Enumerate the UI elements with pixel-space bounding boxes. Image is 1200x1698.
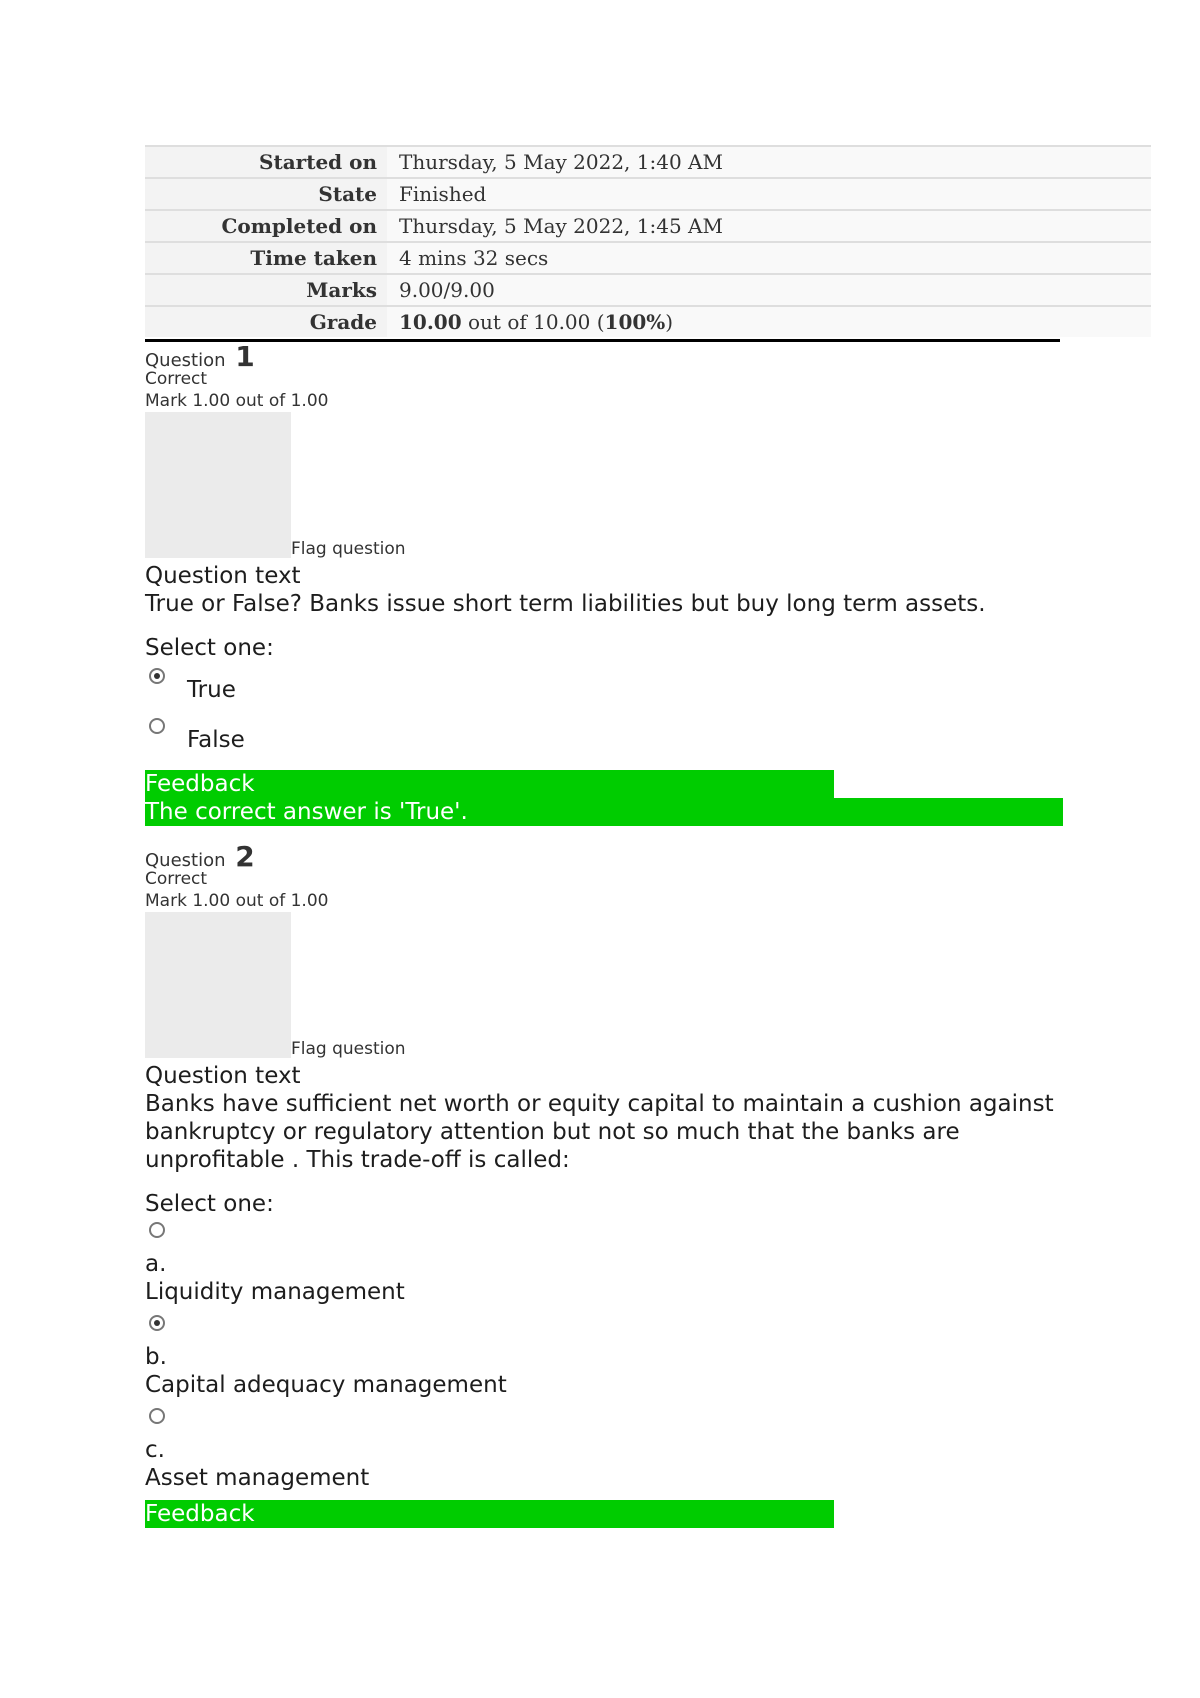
summary-row-completed <box>145 209 1151 241</box>
summary-value: Finished <box>387 179 1151 209</box>
option-label: Liquidity management <box>145 1279 405 1305</box>
option-label: True <box>187 677 236 703</box>
radio-unchecked-icon[interactable] <box>149 1222 165 1238</box>
question-text-heading: Question text <box>145 1063 301 1089</box>
answer-option-a[interactable] <box>145 1218 1085 1311</box>
summary-row-state <box>145 177 1151 209</box>
option-label: Capital adequacy management <box>145 1372 507 1398</box>
flag-question-link[interactable]: Flag question <box>291 539 406 559</box>
select-one-label: Select one: <box>145 635 274 661</box>
option-letter: b. <box>145 1344 167 1370</box>
radio-unchecked-icon[interactable] <box>149 718 165 734</box>
attempt-summary-table <box>145 145 1151 337</box>
summary-value: 9.00/9.00 <box>387 275 1151 305</box>
summary-row-started <box>145 145 1151 177</box>
radio-checked-icon[interactable] <box>149 1315 165 1331</box>
answer-option-b[interactable] <box>145 1311 1085 1404</box>
summary-row-grade <box>145 305 1151 337</box>
question-header <box>145 840 1085 873</box>
summary-label: Completed on <box>221 214 377 238</box>
summary-value: 4 mins 32 secs <box>387 243 1151 273</box>
question-text: True or False? Banks issue short term liabilities but buy long term assets. <box>145 591 986 617</box>
radio-unchecked-icon[interactable] <box>149 1408 165 1424</box>
answer-option-false[interactable] <box>145 712 1085 762</box>
grade-value <box>387 307 1151 337</box>
question-text: Banks have sufficient net worth or equity capital to maintain a cushion against bankruptcy or regulatory attention but not so much that the banks are unprofitable . This trade-off is called: <box>145 1091 1054 1173</box>
flag-row <box>145 912 1085 1058</box>
question-1 <box>145 342 1085 826</box>
grade-end: ) <box>665 310 674 334</box>
question-text-heading: Question text <box>145 563 301 589</box>
grade-score: 10.00 <box>399 310 462 334</box>
question-header <box>145 340 1085 373</box>
summary-value: Thursday, 5 May 2022, 1:45 AM <box>387 211 1151 241</box>
summary-row-marks <box>145 273 1151 305</box>
question-word: Question <box>145 350 226 371</box>
flag-row <box>145 412 1085 558</box>
summary-value: Thursday, 5 May 2022, 1:40 AM <box>387 147 1151 177</box>
question-word: Question <box>145 850 226 871</box>
summary-label: Marks <box>306 278 377 302</box>
question-2 <box>145 842 1085 1528</box>
answer-option-true[interactable] <box>145 662 1085 712</box>
summary-label: Time taken <box>250 246 377 270</box>
question-number: 2 <box>235 840 255 873</box>
summary-label: State <box>318 182 377 206</box>
option-letter: c. <box>145 1437 165 1463</box>
answer-option-c[interactable] <box>145 1404 1085 1497</box>
option-label: False <box>187 727 245 753</box>
select-one-label: Select one: <box>145 1191 274 1217</box>
summary-label: Grade <box>309 310 377 334</box>
summary-row-time <box>145 241 1151 273</box>
radio-checked-icon[interactable] <box>149 668 165 684</box>
question-mark: Mark 1.00 out of 1.00 <box>145 391 329 411</box>
flag-image-placeholder <box>145 912 291 1058</box>
flag-question-link[interactable]: Flag question <box>291 1039 406 1059</box>
question-mark: Mark 1.00 out of 1.00 <box>145 891 329 911</box>
feedback-heading: Feedback <box>145 770 834 798</box>
feedback-heading: Feedback <box>145 1500 834 1528</box>
option-label: Asset management <box>145 1465 370 1491</box>
feedback-text: The correct answer is 'True'. <box>145 798 1063 826</box>
flag-image-placeholder <box>145 412 291 558</box>
grade-percent: 100% <box>604 310 666 334</box>
question-number: 1 <box>235 340 255 373</box>
summary-label: Started on <box>259 150 377 174</box>
question-state: Correct <box>145 369 208 389</box>
option-letter: a. <box>145 1251 167 1277</box>
grade-middle: out of 10.00 ( <box>461 310 605 334</box>
question-state: Correct <box>145 869 208 889</box>
